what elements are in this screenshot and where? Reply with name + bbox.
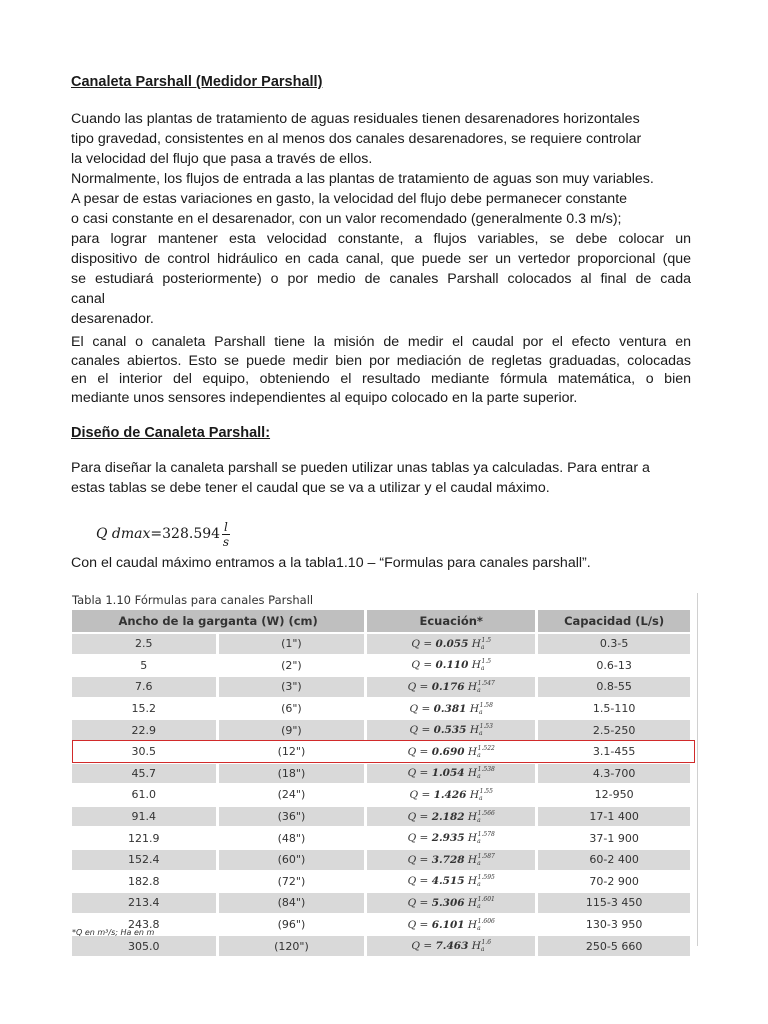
eq-sub: a [480,665,485,673]
text-line: se estudiará posteriormente) o por medio de canales Parshall colocados al final de cada [71,271,691,287]
table-row [72,741,692,763]
eq-sub: a [477,816,481,824]
cell-width-cm: 121.9 [72,827,217,849]
col-header-width: Ancho de la garganta (W) (cm) [72,610,366,633]
eq-exp: 1.587 [477,852,495,860]
text-line: la velocidad del flujo que pasa a través de ellos. [71,151,373,167]
text-line: Cuando las plantas de tratamiento de aguas residuales tienen desarenadores horizontales [71,111,640,127]
table-row [72,827,692,849]
cell-width-in: (6") [217,698,366,720]
cell-width-cm: 61.0 [72,784,217,806]
eq-exp: 1.53 [479,723,493,731]
eq-exp: 1.595 [477,874,495,882]
table-row [72,676,692,698]
cell-width-cm: 91.4 [72,806,217,828]
eq-exp: 1.6 [481,939,492,947]
cell-width-cm: 30.5 [72,741,217,763]
cell-width-in: (24") [217,784,366,806]
cell-width-in: (60") [217,849,366,871]
table-row [72,935,692,957]
eq-sub: a [477,838,481,846]
text-line: desarenador. [71,311,154,327]
table-caption: Tabla 1.10 Fórmulas para canales Parshall [72,593,314,607]
cell-width-cm: 213.4 [72,892,217,914]
section-heading-parshall: Canaleta Parshall (Medidor Parshall) [71,74,323,90]
cell-capacity: 17-1 400 [537,806,692,828]
eq-coef: 4.515 [431,875,465,888]
eq-coef: 0.535 [433,724,467,737]
eq-coef: 1.054 [431,767,465,780]
eq-exp: 1.538 [477,766,495,774]
cell-capacity: 0.6-13 [537,655,692,677]
cell-capacity: 60-2 400 [537,849,692,871]
table-row [72,806,692,828]
cell-width-in: (1") [217,633,366,655]
table-row [72,698,692,720]
cell-equation: Q = 2.182 $H_a^{1.566}$ [366,806,537,828]
eq-exp: 1.522 [477,744,495,752]
formula-qmax [96,514,230,554]
eq-coef: 3.728 [431,853,465,866]
cell-width-cm: 15.2 [72,698,217,720]
eq-exp: 1.547 [477,679,495,687]
cell-width-cm: 5 [72,655,217,677]
cell-width-in: (3") [217,676,366,698]
text-line: canal [71,291,105,307]
cell-equation: Q = 0.176 $H_a^{1.547}$ [366,676,537,698]
text-line: dispositivo de control hidráulico en cada canal, que puede ser un vertedor proporcional (que [71,251,691,267]
table-row [72,914,692,936]
cell-width-cm: 22.9 [72,719,217,741]
parshall-formula-table [72,610,693,958]
eq-exp: 1.5 [481,636,492,644]
eq-exp: 1.606 [477,917,495,925]
cell-capacity: 3.1-455 [537,741,692,763]
cell-capacity: 0.3-5 [537,633,692,655]
text-line: A pesar de estas variaciones en gasto, la velocidad del flujo debe permanecer constante [71,191,628,207]
paragraph-table-ref: Con el caudal máximo entramos a la tabla1.10 – “Formulas para canales parshall”. [71,555,591,571]
cell-capacity: 0.8-55 [537,676,692,698]
text-line: estas tablas se debe tener el caudal que se va a utilizar y el caudal máximo. [71,480,550,496]
cell-capacity: 37-1 900 [537,827,692,849]
cell-width-in: (12") [217,741,366,763]
eq-sub: a [477,751,481,759]
eq-sub: a [478,794,483,802]
table-image [72,593,698,954]
formula-unit [222,520,230,549]
eq-sub: a [477,686,481,694]
cell-capacity: 1.5-110 [537,698,692,720]
cell-equation: Q = 0.055 $H_a^{1.5}$ [366,633,537,655]
eq-sub: a [477,902,481,910]
cell-equation: Q = 1.426 $H_a^{1.55}$ [366,784,537,806]
cell-equation: Q = 0.381 $H_a^{1.58}$ [366,698,537,720]
cell-equation: Q = 5.306 $H_a^{1.601}$ [366,892,537,914]
cell-capacity: 250-5 660 [537,935,692,957]
cell-capacity: 130-3 950 [537,914,692,936]
cell-capacity: 115-3 450 [537,892,692,914]
formula-value: =328.594 [150,526,221,542]
cell-equation: Q = 4.515 $H_a^{1.595}$ [366,871,537,893]
cell-width-cm: 7.6 [72,676,217,698]
cell-capacity: 12-950 [537,784,692,806]
eq-exp: 1.601 [477,895,495,903]
cell-width-cm: 45.7 [72,763,217,785]
cell-width-in: (2") [217,655,366,677]
eq-exp: 1.5 [481,658,492,666]
table-row [72,719,692,741]
eq-exp: 1.578 [477,831,495,839]
eq-coef: 7.463 [435,940,469,953]
formula-unit-den: s [222,534,230,549]
text-line: en el interior del equipo, obteniendo el resultado mediante fórmula matemática, o bien [71,371,691,387]
cell-equation: Q = 0.690 $H_a^{1.522}$ [366,741,537,763]
text-line: o casi constante en el desarenador, con un valor recomendado (generalmente 0.3 m/s); [71,211,622,227]
eq-sub: a [477,773,481,781]
cell-equation: Q = 6.101 $H_a^{1.606}$ [366,914,537,936]
text-line: mediante unos sensores independientes al equipo colocado en la parte superior. [71,389,578,406]
cell-capacity: 4.3-700 [537,763,692,785]
eq-coef: 0.110 [435,659,469,672]
cell-width-cm: 243.8 [72,914,217,936]
eq-sub: a [477,859,481,867]
eq-exp: 1.55 [479,787,493,795]
eq-coef: 0.055 [435,637,469,650]
text-line: tipo gravedad, consistentes en al menos dos canales desarenadores, se requiere controlar [71,131,642,147]
eq-sub: a [477,881,481,889]
cell-width-in: (18") [217,763,366,785]
cell-equation: Q = 7.463 $H_a^{1.6}$ [366,935,537,957]
cell-width-cm: 182.8 [72,871,217,893]
formula-unit-num: l [224,519,228,534]
cell-equation: Q = 0.535 $H_a^{1.53}$ [366,719,537,741]
cell-width-cm: 2.5 [72,633,217,655]
cell-width-in: (96") [217,914,366,936]
cell-equation: Q = 1.054 $H_a^{1.538}$ [366,763,537,785]
col-header-equation: Ecuación* [366,610,537,633]
cell-equation: Q = 2.935 $H_a^{1.578}$ [366,827,537,849]
text-line: El canal o canaleta Parshall tiene la misión de medir el caudal por el efecto ventura en [71,334,691,350]
eq-coef: 5.306 [431,896,465,909]
table-row [72,763,692,785]
eq-coef: 6.101 [431,918,465,931]
cell-width-in: (72") [217,871,366,893]
cell-width-in: (9") [217,719,366,741]
table-row [72,849,692,871]
text-line: Normalmente, los flujos de entrada a las plantas de tratamiento de aguas son muy variables. [71,171,654,187]
eq-sub: a [480,643,485,651]
cell-width-in: (84") [217,892,366,914]
eq-coef: 0.690 [431,745,465,758]
cell-capacity: 70-2 900 [537,871,692,893]
col-header-capacity: Capacidad (L/s) [537,610,692,633]
text-line: canales abiertos. Esto se puede medir bien por mediación de regletas graduadas, colocadas [71,352,691,369]
eq-exp: 1.566 [477,809,495,817]
table-row [72,784,692,806]
cell-width-in: (48") [217,827,366,849]
eq-coef: 1.426 [433,788,467,801]
text-line: para lograr mantener esta velocidad constante, a flujos variables, se debe colocar un [71,231,691,247]
cell-equation: Q = 0.110 $H_a^{1.5}$ [366,655,537,677]
eq-sub: a [477,924,481,932]
eq-coef: 0.176 [431,680,465,693]
cell-width-in: (36") [217,806,366,828]
table-row [72,655,692,677]
cell-capacity: 2.5-250 [537,719,692,741]
cell-equation: Q = 3.728 $H_a^{1.587}$ [366,849,537,871]
table-row [72,633,692,655]
eq-coef: 0.381 [433,702,467,715]
table-note: *Q en m³/s; Ha en m [72,928,155,937]
table-row [72,892,692,914]
eq-sub: a [478,730,483,738]
table-row [72,871,692,893]
text-line: Para diseñar la canaleta parshall se pueden utilizar unas tablas ya calculadas. Para entrar a [71,460,650,476]
cell-width-cm: 305.0 [72,935,217,957]
cell-width-in: (120") [217,935,366,957]
eq-coef: 2.182 [431,810,465,823]
eq-sub: a [478,708,483,716]
cell-width-cm: 152.4 [72,849,217,871]
section-heading-diseno: Diseño de Canaleta Parshall: [71,425,271,441]
eq-coef: 2.935 [431,832,465,845]
eq-sub: a [480,946,485,954]
eq-exp: 1.58 [479,701,493,709]
formula-lhs: Q dmax [96,526,151,542]
